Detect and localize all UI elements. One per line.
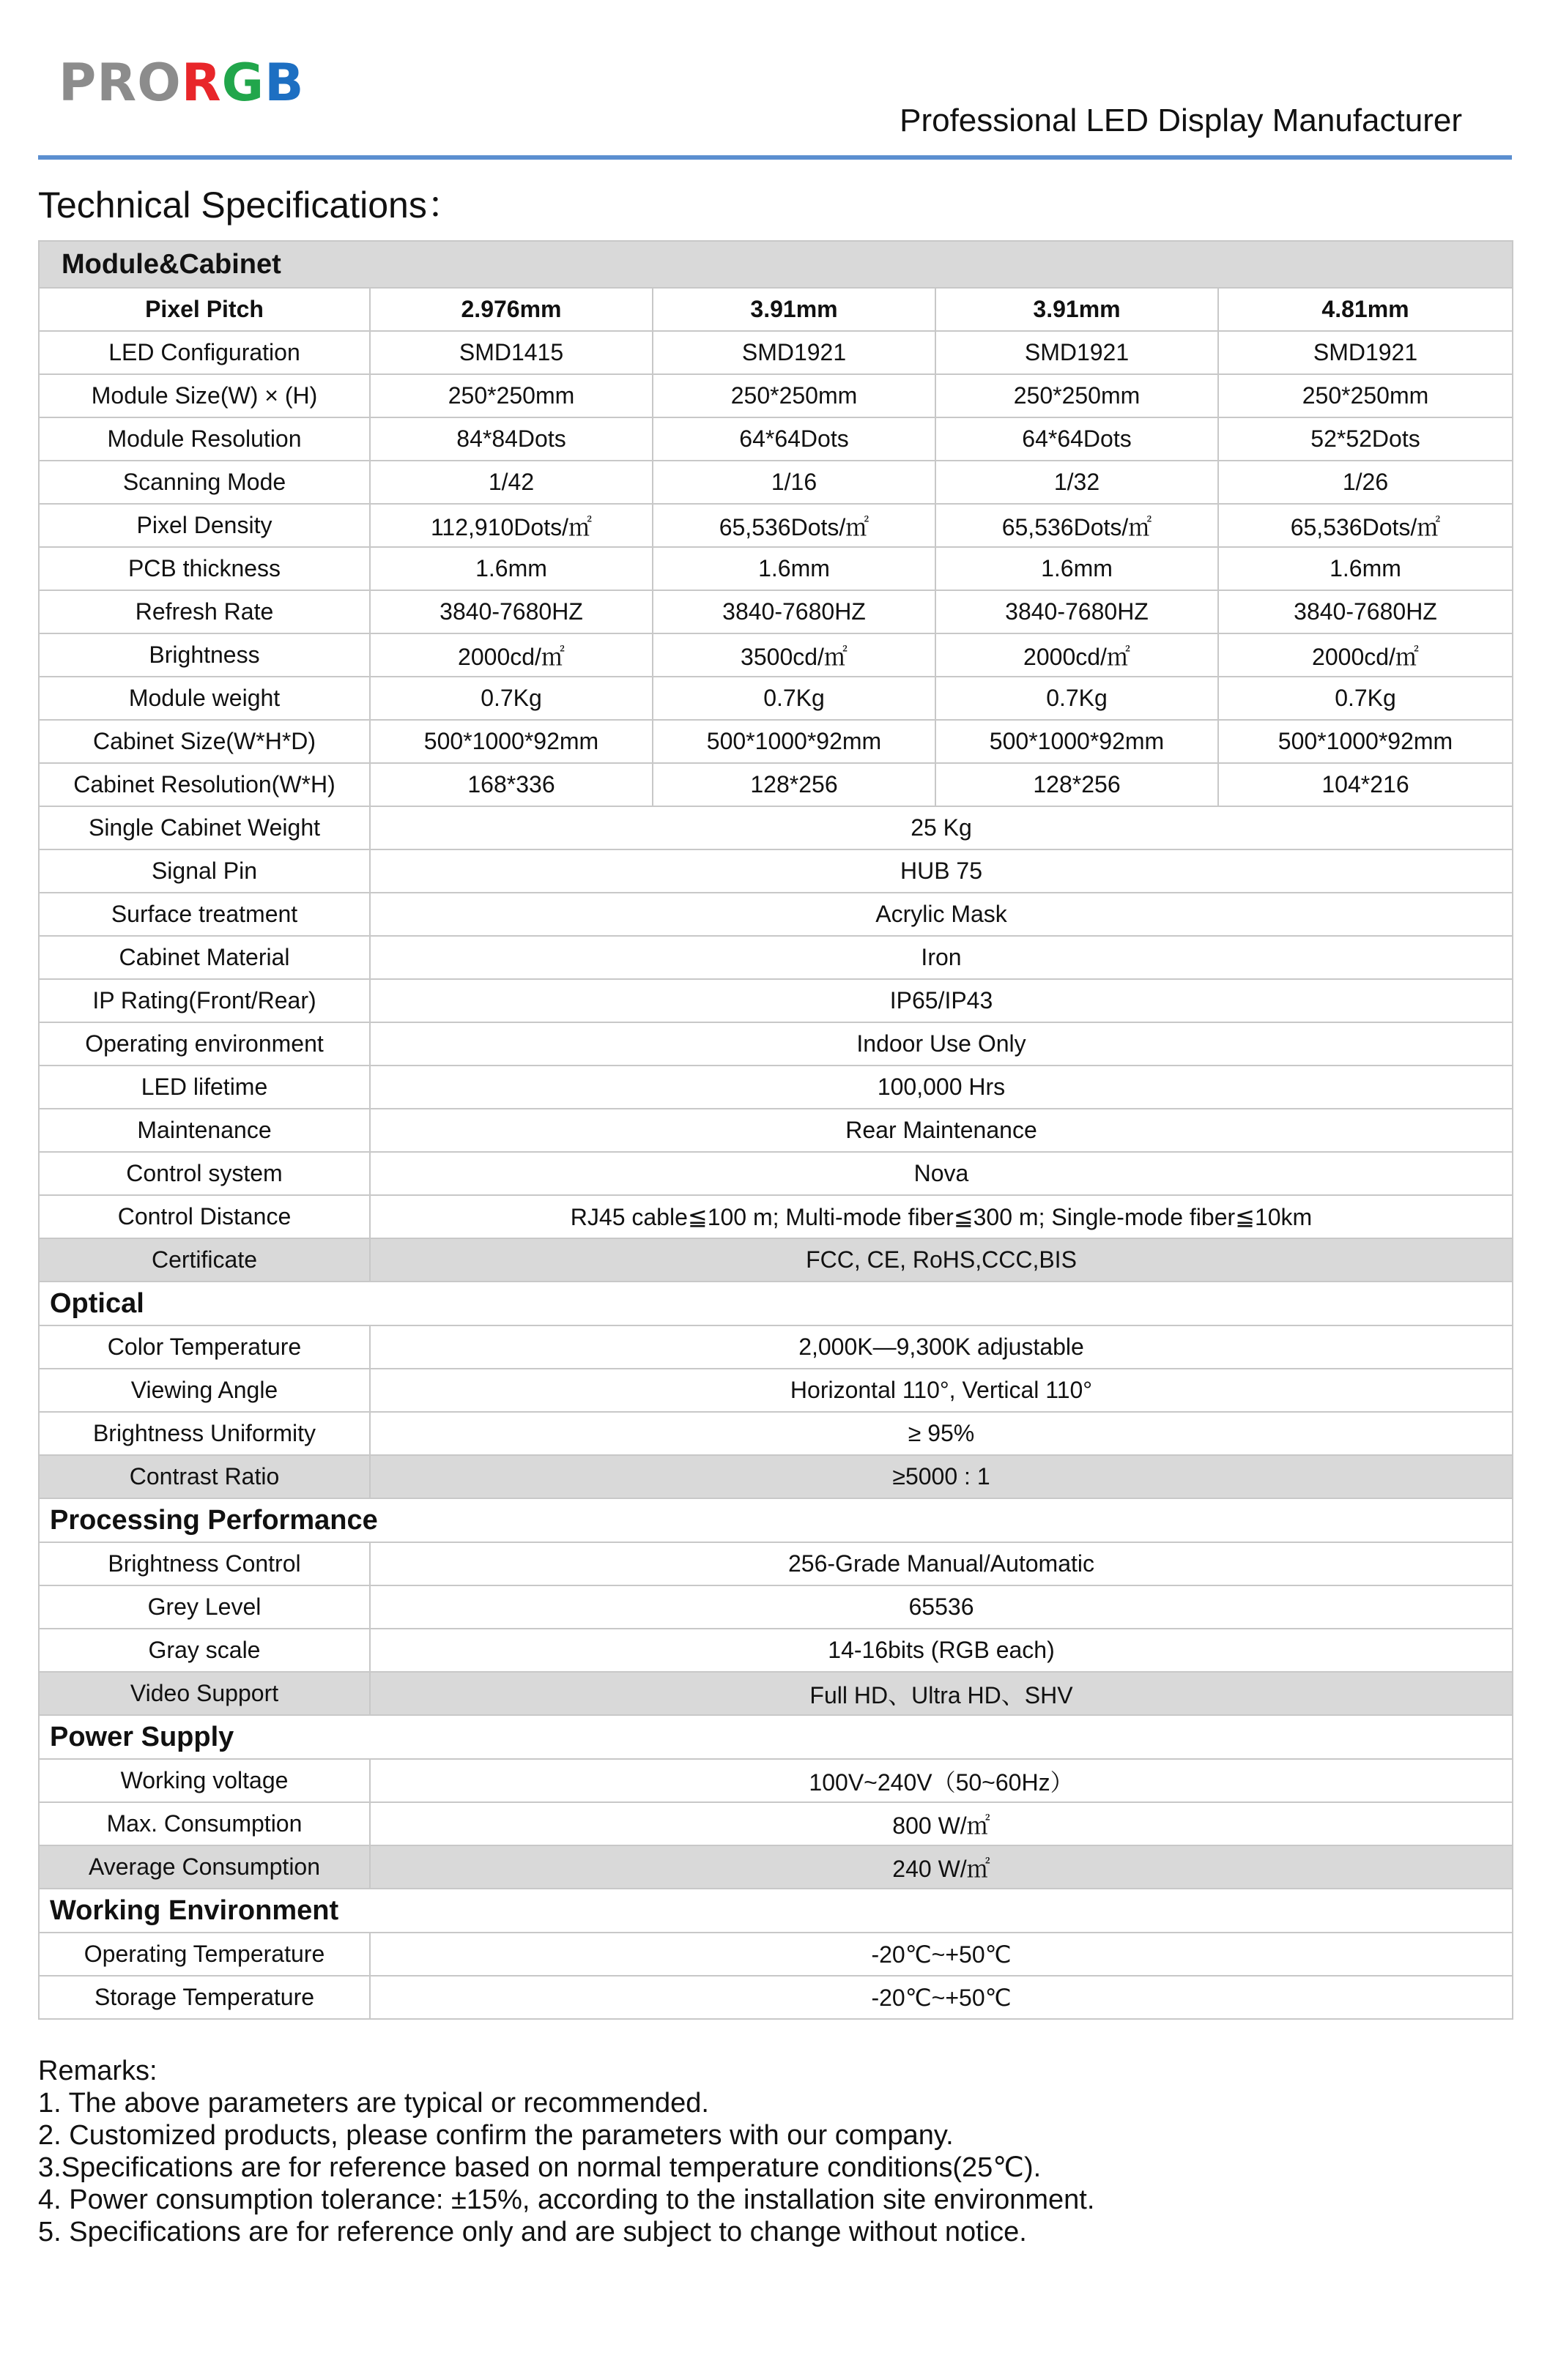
spec-row <box>39 1802 1513 1845</box>
value-cell: 500*1000*92mm <box>653 720 935 763</box>
value-cell: 128*256 <box>653 763 935 806</box>
header-divider <box>38 155 1512 160</box>
logo-part-r: R <box>181 53 222 113</box>
row-label: Storage Temperature <box>39 1976 370 2019</box>
section-header-row <box>39 241 1513 288</box>
spec-table-body <box>39 241 1513 2019</box>
spec-row <box>39 1976 1513 2019</box>
row-label: Module Resolution <box>39 417 370 461</box>
value-cell: 100,000 Hrs <box>370 1066 1513 1109</box>
spec-row <box>39 1195 1513 1238</box>
value-cell: 3840-7680HZ <box>653 590 935 633</box>
value-cell: -20℃~+50℃ <box>370 1976 1513 2019</box>
row-label: Cabinet Resolution(W*H) <box>39 763 370 806</box>
section-header-row <box>39 1889 1513 1933</box>
value-cell: 2000cd/㎡ <box>1218 633 1513 677</box>
row-label: LED lifetime <box>39 1066 370 1109</box>
value-cell: IP65/IP43 <box>370 979 1513 1022</box>
spec-row <box>39 504 1513 547</box>
value-cell: 1/32 <box>935 461 1218 504</box>
row-label: Certificate <box>39 1238 370 1282</box>
brand-logo <box>59 53 305 113</box>
value-cell: 1.6mm <box>370 547 653 590</box>
spec-row <box>39 633 1513 677</box>
spec-row <box>39 1672 1513 1715</box>
value-cell: FCC, CE, RoHS,CCC,BIS <box>370 1238 1513 1282</box>
spec-row <box>39 1109 1513 1152</box>
value-cell: 250*250mm <box>935 374 1218 417</box>
value-cell: 1/16 <box>653 461 935 504</box>
spec-row <box>39 1022 1513 1066</box>
remark-item: 1. The above parameters are typical or recommended. <box>38 2088 709 2119</box>
value-cell: 3840-7680HZ <box>1218 590 1513 633</box>
value-cell: SMD1921 <box>935 331 1218 374</box>
row-label: Operating environment <box>39 1022 370 1066</box>
row-label: Refresh Rate <box>39 590 370 633</box>
value-cell: HUB 75 <box>370 849 1513 893</box>
row-label: Gray scale <box>39 1629 370 1672</box>
spec-row <box>39 374 1513 417</box>
value-cell: 800 W/㎡ <box>370 1802 1513 1845</box>
row-label: Pixel Density <box>39 504 370 547</box>
value-cell: Horizontal 110°, Vertical 110° <box>370 1369 1513 1412</box>
row-label: Average Consumption <box>39 1845 370 1889</box>
spec-table <box>38 240 1513 2020</box>
remarks-heading: Remarks: <box>38 2056 157 2086</box>
value-cell: 3840-7680HZ <box>370 590 653 633</box>
spec-row <box>39 1933 1513 1976</box>
logo-part-g: G <box>221 53 265 113</box>
value-cell: 1.6mm <box>1218 547 1513 590</box>
row-label: Video Support <box>39 1672 370 1715</box>
row-label: LED Configuration <box>39 331 370 374</box>
remarks-block <box>38 2055 1094 2248</box>
spec-row <box>39 417 1513 461</box>
row-label: Pixel Pitch <box>39 288 370 331</box>
row-label: Working voltage <box>39 1759 370 1802</box>
header-tagline: Professional LED Display Manufacturer <box>900 103 1462 138</box>
value-cell: 52*52Dots <box>1218 417 1513 461</box>
value-cell: 65,536Dots/㎡ <box>1218 504 1513 547</box>
row-label: Max. Consumption <box>39 1802 370 1845</box>
spec-row <box>39 849 1513 893</box>
value-cell: 1/26 <box>1218 461 1513 504</box>
value-cell: 1.6mm <box>653 547 935 590</box>
row-label: Cabinet Material <box>39 936 370 979</box>
value-cell: 64*64Dots <box>653 417 935 461</box>
value-cell: ≥5000 : 1 <box>370 1455 1513 1498</box>
section-header-row <box>39 1498 1513 1542</box>
value-cell: -20℃~+50℃ <box>370 1933 1513 1976</box>
spec-row <box>39 1845 1513 1889</box>
section-header-row <box>39 1282 1513 1325</box>
row-label: Single Cabinet Weight <box>39 806 370 849</box>
value-cell: 65536 <box>370 1585 1513 1629</box>
row-label: Grey Level <box>39 1585 370 1629</box>
spec-row <box>39 547 1513 590</box>
spec-row <box>39 1585 1513 1629</box>
row-label: Viewing Angle <box>39 1369 370 1412</box>
section-title: Power Supply <box>39 1715 1513 1759</box>
value-cell: 2000cd/㎡ <box>935 633 1218 677</box>
value-cell: Iron <box>370 936 1513 979</box>
value-cell: RJ45 cable≦100 m; Multi-mode fiber≦300 m; Single-mode fiber≦10km <box>370 1195 1513 1238</box>
pitch-value-cell: 4.81mm <box>1218 288 1513 331</box>
spec-row <box>39 806 1513 849</box>
pitch-value-cell: 3.91mm <box>653 288 935 331</box>
value-cell: 500*1000*92mm <box>1218 720 1513 763</box>
spec-row <box>39 1412 1513 1455</box>
row-label: IP Rating(Front/Rear) <box>39 979 370 1022</box>
value-cell: 0.7Kg <box>370 677 653 720</box>
value-cell: 250*250mm <box>653 374 935 417</box>
remark-item: 5. Specifications are for reference only and are subject to change without notice. <box>38 2217 1027 2247</box>
page-title: Technical Specifications： <box>38 185 464 226</box>
row-label: Scanning Mode <box>39 461 370 504</box>
row-label: Cabinet Size(W*H*D) <box>39 720 370 763</box>
section-title: Optical <box>39 1282 1513 1325</box>
row-label: Brightness <box>39 633 370 677</box>
value-cell: 0.7Kg <box>935 677 1218 720</box>
spec-row <box>39 763 1513 806</box>
value-cell: Acrylic Mask <box>370 893 1513 936</box>
value-cell: 14-16bits (RGB each) <box>370 1629 1513 1672</box>
value-cell: 112,910Dots/㎡ <box>370 504 653 547</box>
value-cell: 65,536Dots/㎡ <box>935 504 1218 547</box>
spec-row <box>39 677 1513 720</box>
row-label: Surface treatment <box>39 893 370 936</box>
value-cell: Indoor Use Only <box>370 1022 1513 1066</box>
logo-part-b: B <box>264 53 305 113</box>
value-cell: 84*84Dots <box>370 417 653 461</box>
spec-row <box>39 1369 1513 1412</box>
value-cell: 100V~240V（50~60Hz） <box>370 1759 1513 1802</box>
spec-row <box>39 1542 1513 1585</box>
spec-row <box>39 893 1513 936</box>
pixel-pitch-row <box>39 288 1513 331</box>
row-label: Color Temperature <box>39 1325 370 1369</box>
row-label: Contrast Ratio <box>39 1455 370 1498</box>
value-cell: SMD1921 <box>1218 331 1513 374</box>
spec-row <box>39 979 1513 1022</box>
value-cell: 2,000K—9,300K adjustable <box>370 1325 1513 1369</box>
row-label: Brightness Uniformity <box>39 1412 370 1455</box>
value-cell: 0.7Kg <box>653 677 935 720</box>
row-label: PCB thickness <box>39 547 370 590</box>
value-cell: 168*336 <box>370 763 653 806</box>
value-cell: 3500cd/㎡ <box>653 633 935 677</box>
value-cell: 256-Grade Manual/Automatic <box>370 1542 1513 1585</box>
row-label: Brightness Control <box>39 1542 370 1585</box>
row-label: Control system <box>39 1152 370 1195</box>
row-label: Signal Pin <box>39 849 370 893</box>
value-cell: 65,536Dots/㎡ <box>653 504 935 547</box>
value-cell: ≥ 95% <box>370 1412 1513 1455</box>
pitch-value-cell: 2.976mm <box>370 288 653 331</box>
spec-row <box>39 1629 1513 1672</box>
value-cell: 25 Kg <box>370 806 1513 849</box>
section-title: Module&Cabinet <box>39 241 1513 288</box>
pitch-value-cell: 3.91mm <box>935 288 1218 331</box>
row-label: Operating Temperature <box>39 1933 370 1976</box>
spec-row <box>39 1455 1513 1498</box>
value-cell: SMD1415 <box>370 331 653 374</box>
spec-row <box>39 461 1513 504</box>
value-cell: 240 W/㎡ <box>370 1845 1513 1889</box>
section-title: Processing Performance <box>39 1498 1513 1542</box>
value-cell: 250*250mm <box>370 374 653 417</box>
row-label: Control Distance <box>39 1195 370 1238</box>
section-title: Working Environment <box>39 1889 1513 1933</box>
remark-item: 4. Power consumption tolerance: ±15%, according to the installation site environment. <box>38 2184 1095 2215</box>
spec-row <box>39 1759 1513 1802</box>
value-cell: 128*256 <box>935 763 1218 806</box>
spec-row <box>39 331 1513 374</box>
section-header-row <box>39 1715 1513 1759</box>
spec-row <box>39 590 1513 633</box>
value-cell: 2000cd/㎡ <box>370 633 653 677</box>
value-cell: 500*1000*92mm <box>935 720 1218 763</box>
value-cell: 500*1000*92mm <box>370 720 653 763</box>
remark-item: 2. Customized products, please confirm the parameters with our company. <box>38 2120 954 2151</box>
spec-row <box>39 1325 1513 1369</box>
value-cell: 1/42 <box>370 461 653 504</box>
value-cell: 250*250mm <box>1218 374 1513 417</box>
value-cell: 64*64Dots <box>935 417 1218 461</box>
value-cell: Full HD、Ultra HD、SHV <box>370 1672 1513 1715</box>
value-cell: Nova <box>370 1152 1513 1195</box>
spec-row <box>39 1152 1513 1195</box>
remark-item: 3.Specifications are for reference based on normal temperature conditions(25℃). <box>38 2152 1042 2183</box>
row-label: Module Size(W) × (H) <box>39 374 370 417</box>
value-cell: 0.7Kg <box>1218 677 1513 720</box>
value-cell: 1.6mm <box>935 547 1218 590</box>
logo-part-pro: PRO <box>59 53 182 113</box>
spec-row <box>39 936 1513 979</box>
value-cell: Rear Maintenance <box>370 1109 1513 1152</box>
value-cell: 104*216 <box>1218 763 1513 806</box>
value-cell: 3840-7680HZ <box>935 590 1218 633</box>
row-label: Module weight <box>39 677 370 720</box>
row-label: Maintenance <box>39 1109 370 1152</box>
spec-row <box>39 720 1513 763</box>
spec-row <box>39 1238 1513 1282</box>
spec-row <box>39 1066 1513 1109</box>
value-cell: SMD1921 <box>653 331 935 374</box>
